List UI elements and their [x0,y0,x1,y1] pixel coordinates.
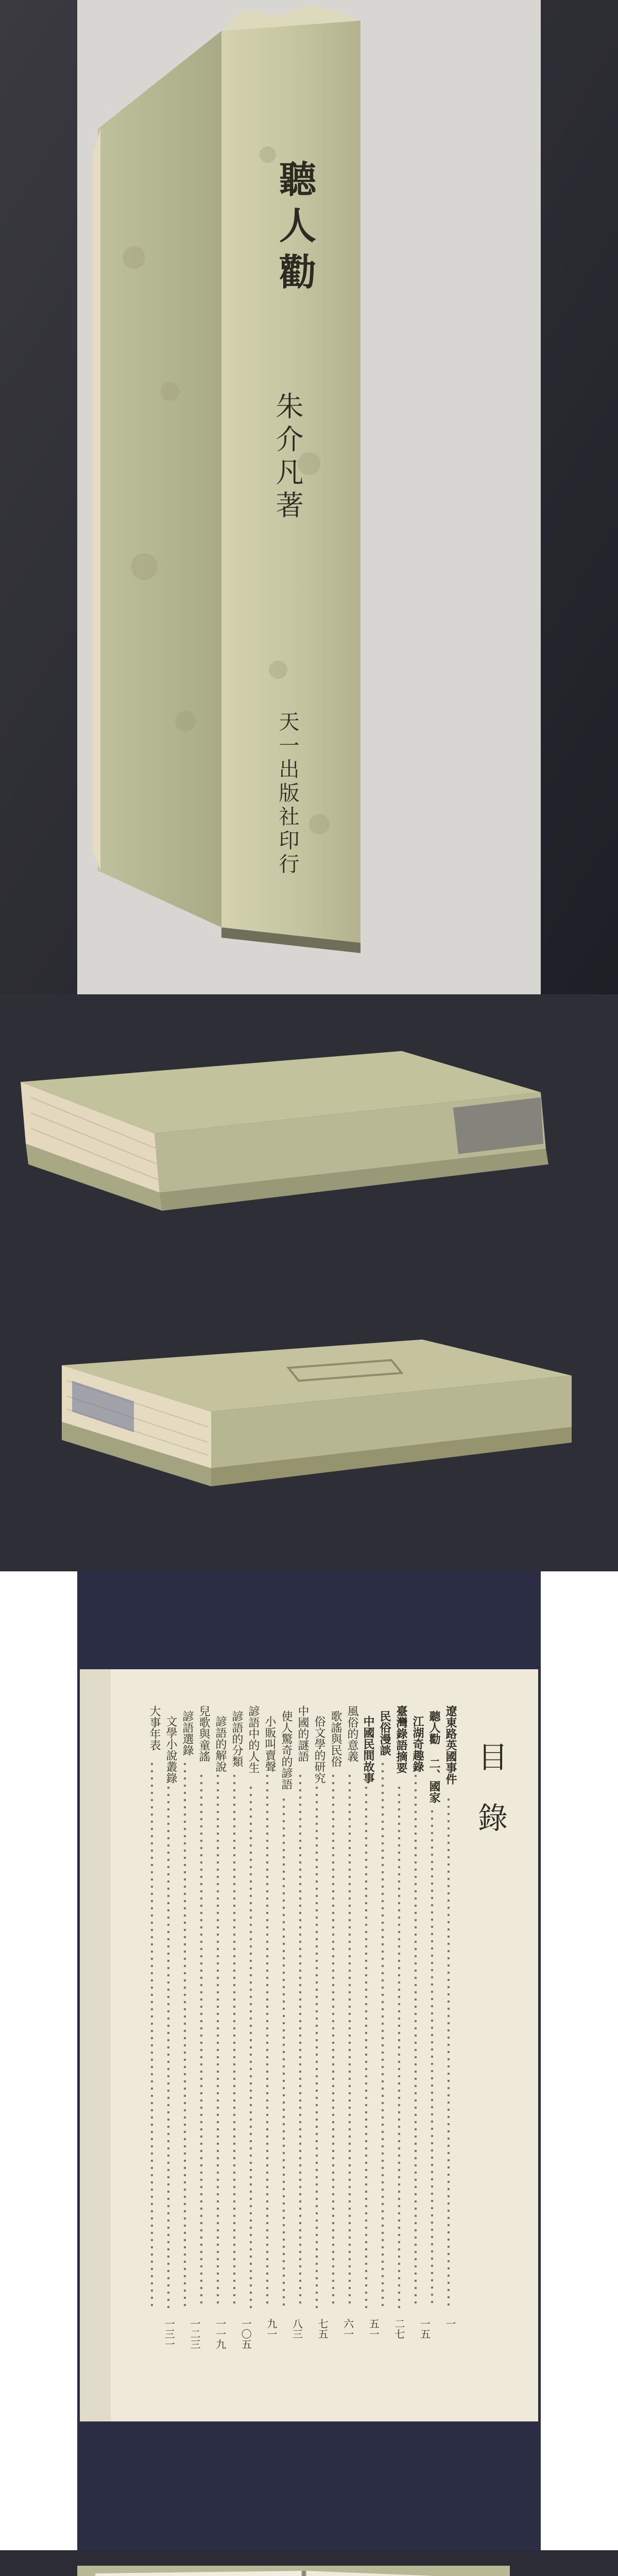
spine-photo [0,0,618,994]
toc-page-number: 六一 [341,2318,354,2339]
toc-entry: 諺語的解說 [214,1716,227,1772]
toc-entry: 民俗漫談 [378,1710,391,1756]
spine-photo-scene [0,0,618,994]
toc-entry: 中國民間故事 [362,1716,375,1784]
open-book-photo-1 [0,2550,618,2576]
toc-entry: 遼東路英國事件 [444,1705,457,1785]
toc-entry: 使人驚奇的諺語 [280,1710,293,1790]
bottom-edge-photo [0,1278,618,1571]
toc-entry: 諺語的分類 [230,1710,243,1767]
toc-entry: 歌謠與民俗 [329,1710,342,1767]
toc-page-number: 一一九 [214,2318,227,2349]
toc-page-number: 七五 [316,2318,329,2339]
toc-entry: 臺灣錄語摘要 [394,1705,408,1773]
toc-page-number: 一二三 [188,2318,201,2349]
toc-photo [0,1571,618,2550]
toc-entry: 聽人勸 二、國家 [427,1710,441,1803]
book-front-board [98,31,221,927]
toc-entry: 中國的謎語 [296,1705,309,1762]
toc-page-number: 八三 [290,2318,303,2339]
toc-page-number: 五一 [367,2318,380,2339]
toc-entry: 諺語中的人生 [247,1705,260,1773]
toc-entry: 小販叫賣聲 [263,1716,276,1772]
toc-page-number: 九一 [265,2318,278,2339]
toc-entry: 大事年表 [148,1705,161,1751]
toc-page-number: 一 [444,2318,456,2329]
top-edge-photo [0,994,618,1278]
bottom-edge-scene [0,1278,618,1571]
toc-page-number: 二七 [392,2318,405,2339]
toc-entry: 兒歌與童謠 [197,1705,210,1762]
toc-page-number: 一三一 [163,2318,176,2349]
spine-title: 聽人勸 [273,160,317,299]
spine-publisher: 天一出版社印行 [276,711,299,877]
toc-page-number: 一〇五 [239,2318,252,2349]
toc-heading: 目錄 [473,1741,508,1863]
open-book-scene-1 [0,2550,618,2576]
toc-entry: 俗文學的研究 [313,1716,325,1784]
toc-entry: 江湖奇趣錄 [411,1716,424,1772]
spine-author: 朱介凡著 [271,392,304,523]
top-edge-scene [0,994,618,1278]
toc-entry: 文學小說叢錄 [164,1716,177,1784]
toc-entry: 風俗的意義 [346,1705,358,1762]
toc-page-number: 一五 [418,2318,431,2339]
toc-entry: 諺語選錄 [181,1710,194,1756]
